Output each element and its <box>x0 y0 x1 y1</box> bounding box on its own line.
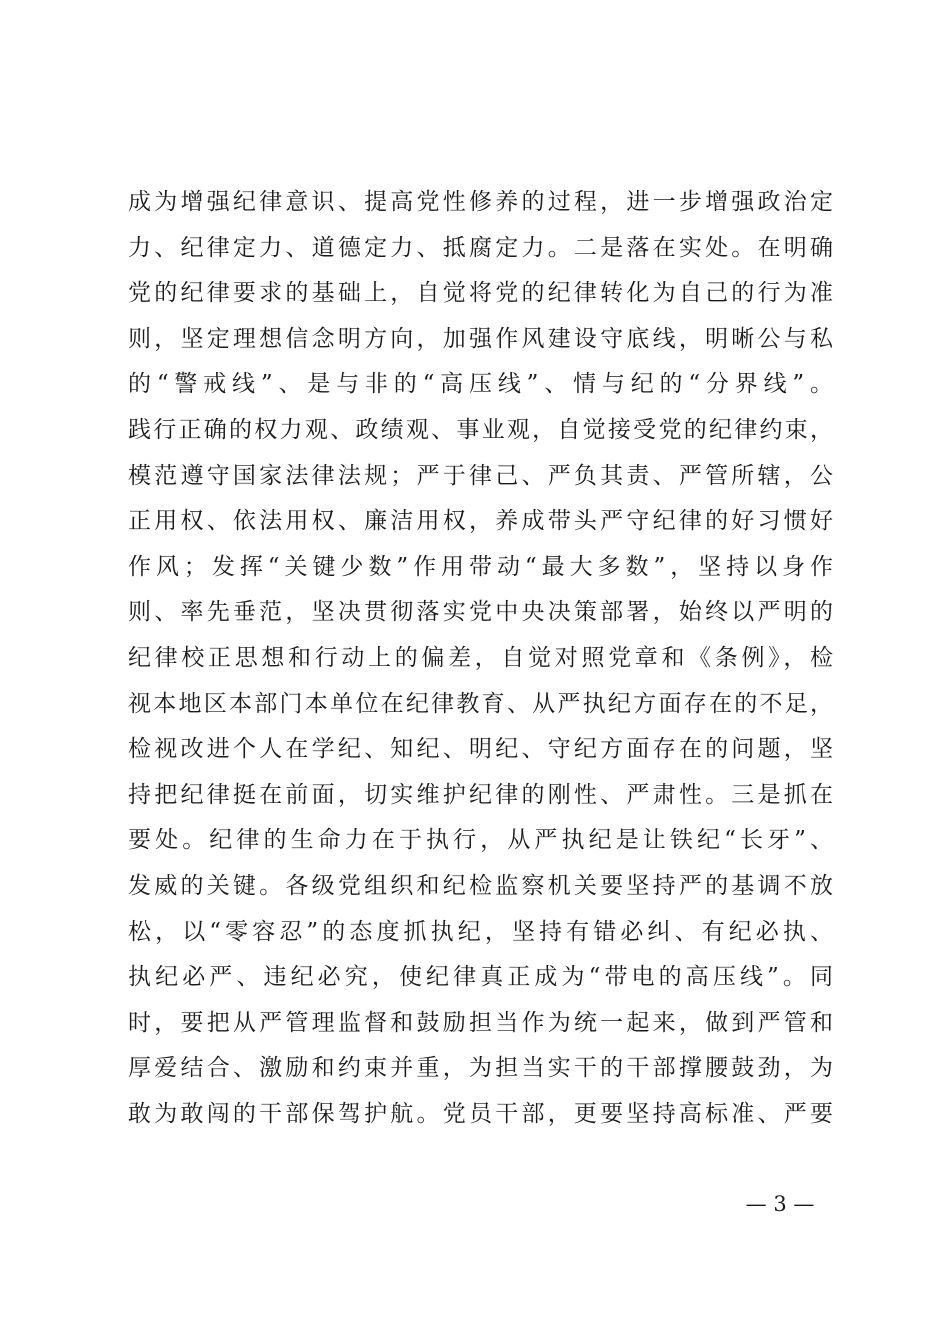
text-line-16: 发威的关键。各级党组织和纪检监察机关要坚持严的基调不放 <box>128 872 833 899</box>
text-line-20: 厚爱结合、激励和约束并重，为担当实干的干部撑腰鼓劲，为 <box>128 1055 833 1082</box>
text-line-21: 敢为敢闯的干部保驾护航。党员干部，更要坚持高标准、严要 <box>128 1100 833 1127</box>
text-line-17: 松，以“零容忍”的态度抓执纪，坚持有错必纠、有纪必执、 <box>128 918 833 945</box>
text-line-19: 时，要把从严管理监督和鼓励担当作为统一起来，做到严管和 <box>128 1009 833 1036</box>
text-line-6: 践行正确的权力观、政绩观、事业观，自觉接受党的纪律约束， <box>128 416 833 443</box>
text-line-11: 纪律校正思想和行动上的偏差，自觉对照党章和《条例》，检 <box>128 644 833 671</box>
text-line-5: 的“警戒线”、是与非的“高压线”、情与纪的“分界线”。 <box>128 371 833 398</box>
text-line-8: 正用权、依法用权、廉洁用权，养成带头严守纪律的好习惯好 <box>128 508 833 535</box>
page-number: — 3 — <box>745 1192 815 1216</box>
body-text <box>128 180 833 1137</box>
text-line-3: 党的纪律要求的基础上，自觉将党的纪律转化为自己的行为准 <box>128 280 833 307</box>
text-line-12: 视本地区本部门本单位在纪律教育、从严执纪方面存在的不足， <box>128 690 833 717</box>
text-line-4: 则，坚定理想信念明方向，加强作风建设守底线，明晰公与私 <box>128 325 833 352</box>
text-line-13: 检视改进个人在学纪、知纪、明纪、守纪方面存在的问题，坚 <box>128 736 833 763</box>
text-line-14: 持把纪律挺在前面，切实维护纪律的刚性、严肃性。三是抓在 <box>128 781 833 808</box>
text-line-2: 力、纪律定力、道德定力、抵腐定力。二是落在实处。在明确 <box>128 234 833 261</box>
text-line-7: 模范遵守国家法律法规；严于律己、严负其责、严管所辖，公 <box>128 462 833 489</box>
text-line-15: 要处。纪律的生命力在于执行，从严执纪是让铁纪“长牙”、 <box>128 827 833 854</box>
text-line-10: 则、率先垂范，坚决贯彻落实党中央决策部署，始终以严明的 <box>128 599 833 626</box>
text-line-9: 作风；发挥“关键少数”作用带动“最大多数”，坚持以身作 <box>128 553 833 580</box>
text-line-18: 执纪必严、违纪必究，使纪律真正成为“带电的高压线”。同 <box>128 964 833 991</box>
text-line-1: 成为增强纪律意识、提高党性修养的过程，进一步增强政治定 <box>128 189 833 215</box>
